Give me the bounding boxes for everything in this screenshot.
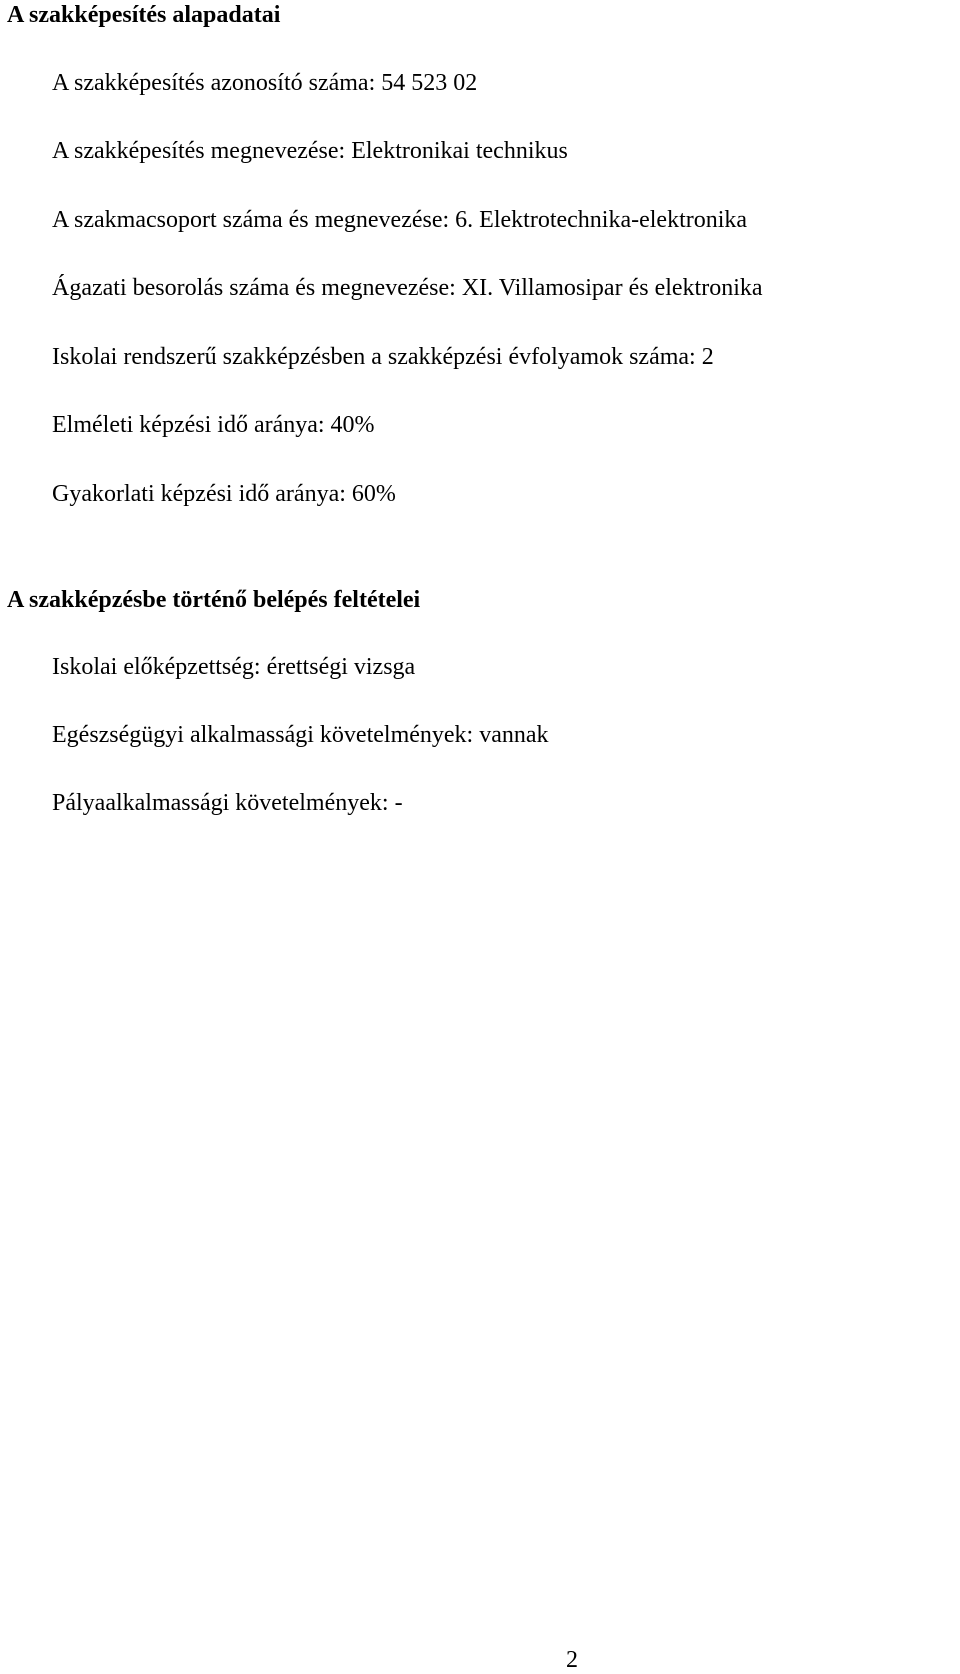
- prior-education-line: Iskolai előképzettség: érettségi vizsga: [52, 654, 416, 680]
- section-heading-basic-data: A szakképesítés alapadatai: [7, 2, 281, 28]
- theory-ratio-line: Elméleti képzési idő aránya: 40%: [52, 412, 375, 438]
- qualification-id-line: A szakképesítés azonosító száma: 54 523 02: [52, 70, 478, 96]
- page-number: 2: [566, 1647, 578, 1673]
- sector-classification-line: Ágazati besorolás száma és megnevezése: XI. Villamosipar és elektronika: [52, 275, 763, 301]
- section-heading-entry-requirements: A szakképzésbe történő belépés feltételei: [7, 587, 421, 613]
- professional-group-line: A szakmacsoport száma és megnevezése: 6. Elektrotechnika-elektronika: [52, 207, 748, 233]
- health-requirements-line: Egészségügyi alkalmassági követelmények: vannak: [52, 722, 549, 748]
- practice-ratio-line: Gyakorlati képzési idő aránya: 60%: [52, 481, 396, 507]
- qualification-name-line: A szakképesítés megnevezése: Elektronikai technikus: [52, 138, 568, 164]
- school-years-line: Iskolai rendszerű szakképzésben a szakképzési évfolyamok száma: 2: [52, 344, 714, 370]
- career-aptitude-line: Pályaalkalmassági követelmények: -: [52, 790, 403, 816]
